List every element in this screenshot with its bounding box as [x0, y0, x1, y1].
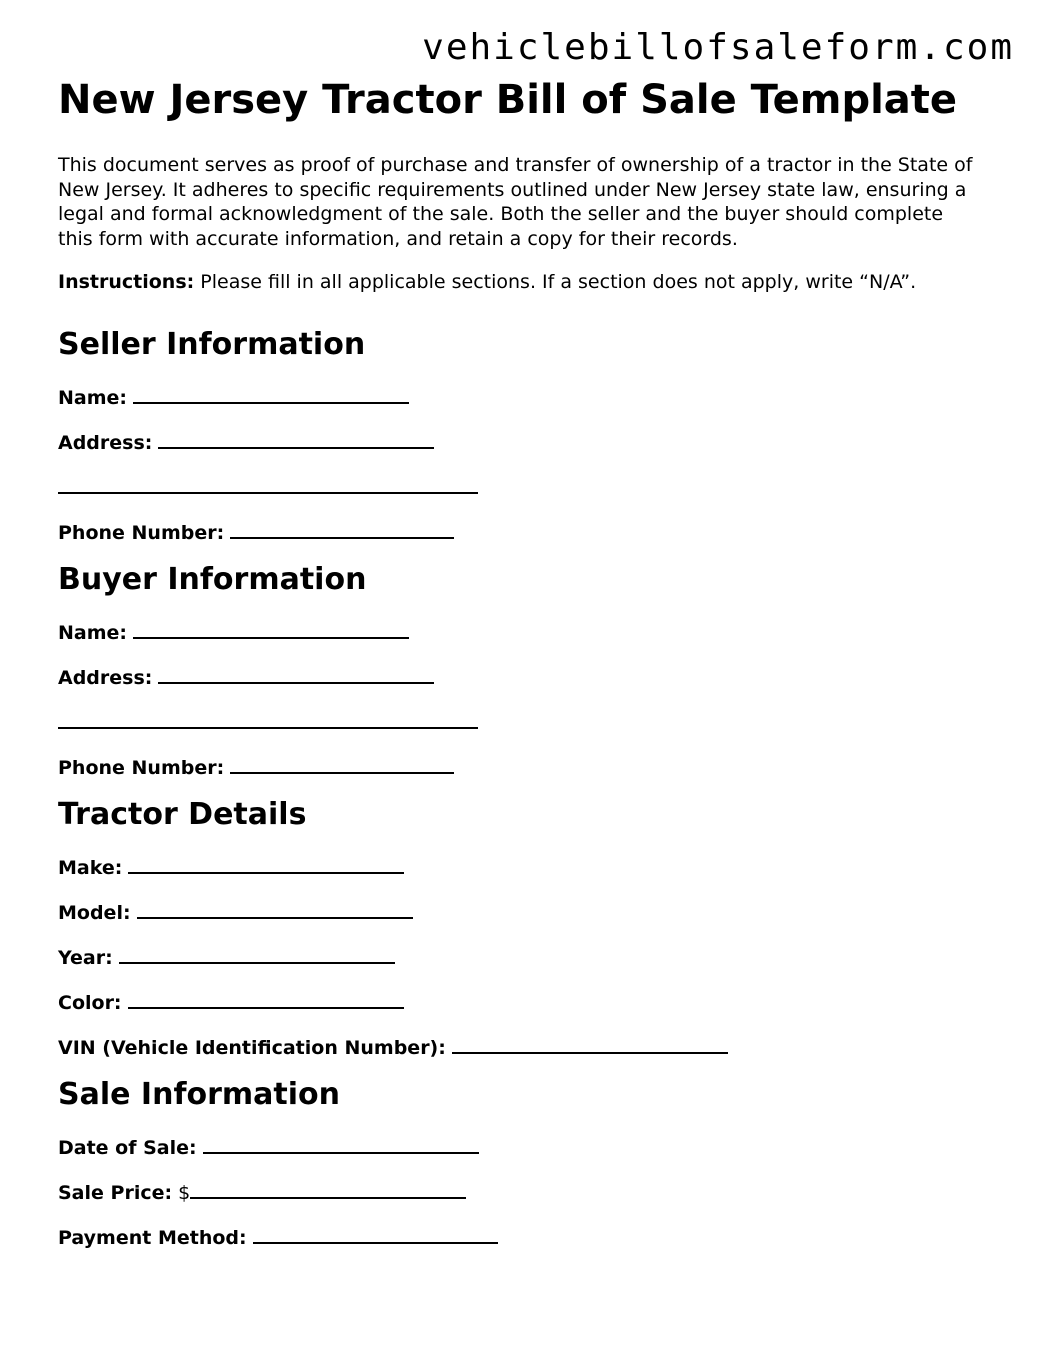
- tractor-section: [58, 797, 998, 1057]
- buyer-address-label: Address:: [58, 667, 153, 689]
- seller-phone-blank[interactable]: [230, 519, 454, 539]
- instructions-label: Instructions:: [58, 271, 195, 293]
- tractor-year-blank[interactable]: [119, 944, 395, 964]
- tractor-color-label: Color:: [58, 992, 122, 1014]
- buyer-phone-label: Phone Number:: [58, 757, 225, 779]
- tractor-make-label: Make:: [58, 857, 123, 879]
- sale-price-field: [58, 1179, 998, 1202]
- tractor-model-blank[interactable]: [137, 899, 413, 919]
- sale-date-label: Date of Sale:: [58, 1137, 197, 1159]
- seller-phone-field: [58, 519, 998, 542]
- tractor-color-blank[interactable]: [128, 989, 404, 1009]
- buyer-heading: Buyer Information: [58, 562, 367, 597]
- seller-phone-label: Phone Number:: [58, 522, 225, 544]
- seller-name-blank[interactable]: [133, 384, 409, 404]
- sale-price-blank[interactable]: [190, 1179, 466, 1199]
- seller-address-line2-field: [58, 474, 998, 497]
- tractor-model-label: Model:: [58, 902, 131, 924]
- seller-address-label: Address:: [58, 432, 153, 454]
- tractor-make-field: [58, 854, 998, 877]
- tractor-color-field: [58, 989, 998, 1012]
- buyer-name-blank[interactable]: [133, 619, 409, 639]
- buyer-name-label: Name:: [58, 622, 128, 644]
- tractor-vin-blank[interactable]: [452, 1034, 728, 1054]
- seller-address-line2-blank[interactable]: [58, 474, 478, 494]
- seller-address-blank[interactable]: [158, 429, 434, 449]
- seller-heading: Seller Information: [58, 327, 366, 362]
- tractor-heading: Tractor Details: [58, 797, 307, 832]
- seller-name-field: [58, 384, 998, 407]
- sale-date-field: [58, 1134, 998, 1157]
- sale-payment-blank[interactable]: [253, 1224, 498, 1244]
- seller-section: [58, 327, 998, 542]
- sale-date-blank[interactable]: [203, 1134, 479, 1154]
- sale-payment-label: Payment Method:: [58, 1227, 247, 1249]
- tractor-year-label: Year:: [58, 947, 113, 969]
- tractor-make-blank[interactable]: [128, 854, 404, 874]
- buyer-address-blank[interactable]: [158, 664, 434, 684]
- tractor-vin-label: VIN (Vehicle Identification Number):: [58, 1037, 446, 1059]
- sale-price-prefix: $: [178, 1182, 191, 1204]
- buyer-address-field: [58, 664, 998, 687]
- sale-payment-field: [58, 1224, 998, 1247]
- buyer-address-line2-blank[interactable]: [58, 709, 478, 729]
- buyer-phone-field: [58, 754, 998, 777]
- tractor-vin-field: [58, 1034, 998, 1057]
- tractor-year-field: [58, 944, 998, 967]
- buyer-phone-blank[interactable]: [230, 754, 454, 774]
- buyer-name-field: [58, 619, 998, 642]
- buyer-section: [58, 562, 998, 777]
- sale-heading: Sale Information: [58, 1077, 340, 1112]
- seller-address-field: [58, 429, 998, 452]
- instructions-paragraph: [58, 270, 998, 294]
- site-watermark: vehiclebillofsaleform.com: [422, 27, 1014, 68]
- instructions-text: Please fill in all applicable sections. If a section does not apply, write “N/A”.: [194, 271, 917, 293]
- page-title: New Jersey Tractor Bill of Sale Template: [58, 77, 958, 123]
- buyer-address-line2-field: [58, 709, 998, 732]
- sale-section: [58, 1077, 998, 1247]
- tractor-model-field: [58, 899, 998, 922]
- intro-paragraph: This document serves as proof of purchase and transfer of ownership of a tractor in the State of New Jersey. It adheres to specific requirements outlined under New Jersey state law, ensuring a legal and formal acknowledgment of the sale. Both the seller and the buyer should complete this form with accurate information, and retain a copy for their records.: [58, 154, 973, 250]
- seller-name-label: Name:: [58, 387, 128, 409]
- sale-price-label: Sale Price:: [58, 1182, 173, 1204]
- document-page: [58, 76, 998, 1247]
